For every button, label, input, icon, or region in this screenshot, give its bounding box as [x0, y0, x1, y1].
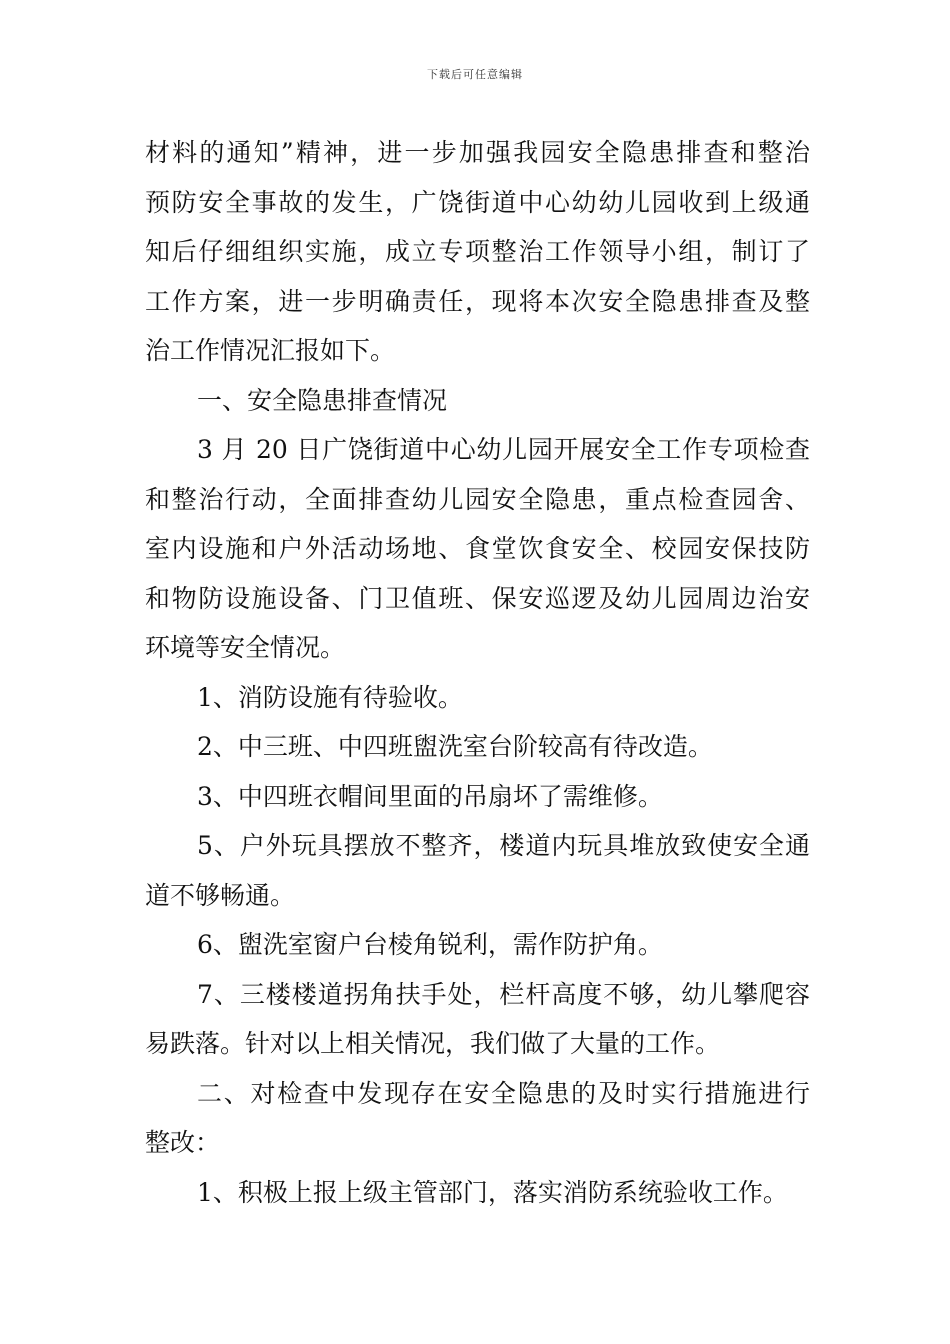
text-line: 知后仔细组织实施，成立专项整治工作领导小组，制订了: [145, 237, 810, 266]
list-item: 1、消防设施有待验收。: [197, 682, 463, 712]
text-line: 预防安全事故的发生，广饶街道中心幼幼儿园收到上级通: [145, 187, 810, 217]
text-line: 易跌落。针对以上相关情况，我们做了大量的工作。: [145, 1029, 721, 1058]
list-item: 6、盥洗室窗户台棱角锐利，需作防护角。: [197, 930, 663, 959]
list-item: 2、中三班、中四班盥洗室台阶较高有待改造。: [197, 732, 713, 761]
list-item: 3、中四班衣帽间里面的吊扇坏了需维修。: [197, 781, 663, 811]
text-line: 和整治行动，全面排查幼儿园安全隐患，重点检查园舍、: [145, 484, 810, 514]
text-line: 治工作情况汇报如下。: [145, 336, 396, 365]
text-line: 整改：: [145, 1128, 221, 1157]
section-heading: 一、安全隐患排查情况: [197, 385, 448, 415]
section-heading: 二、对检查中发现存在安全隐患的及时实行措施进行: [197, 1078, 810, 1108]
header-note: 下载后可任意编辑: [427, 68, 523, 81]
text-line: 室内设施和户外活动场地、食堂饮食安全、校园安保技防: [145, 534, 810, 563]
text-line: 3 月 20 日广饶街道中心幼儿园开展安全工作专项检查: [197, 435, 810, 464]
text-line: 环境等安全情况。: [145, 633, 346, 662]
text-line: 工作方案，进一步明确责任，现将本次安全隐患排查及整: [145, 286, 810, 316]
text-line: 道不够畅通。: [145, 880, 296, 910]
document-body: [145, 128, 810, 1217]
list-item: 7、三楼楼道拐角扶手处，栏杆高度不够，幼儿攀爬容: [197, 979, 810, 1009]
text-line: 材料的通知”精神，进一步加强我园安全隐患排查和整治: [145, 138, 810, 167]
list-item: 5、户外玩具摆放不整齐，楼道内玩具堆放致使安全通: [197, 831, 810, 860]
list-item: 1、积极上报上级主管部门，落实消防系统验收工作。: [197, 1177, 788, 1207]
text-line: 和物防设施设备、门卫值班、保安巡逻及幼儿园周边治安: [145, 583, 810, 613]
